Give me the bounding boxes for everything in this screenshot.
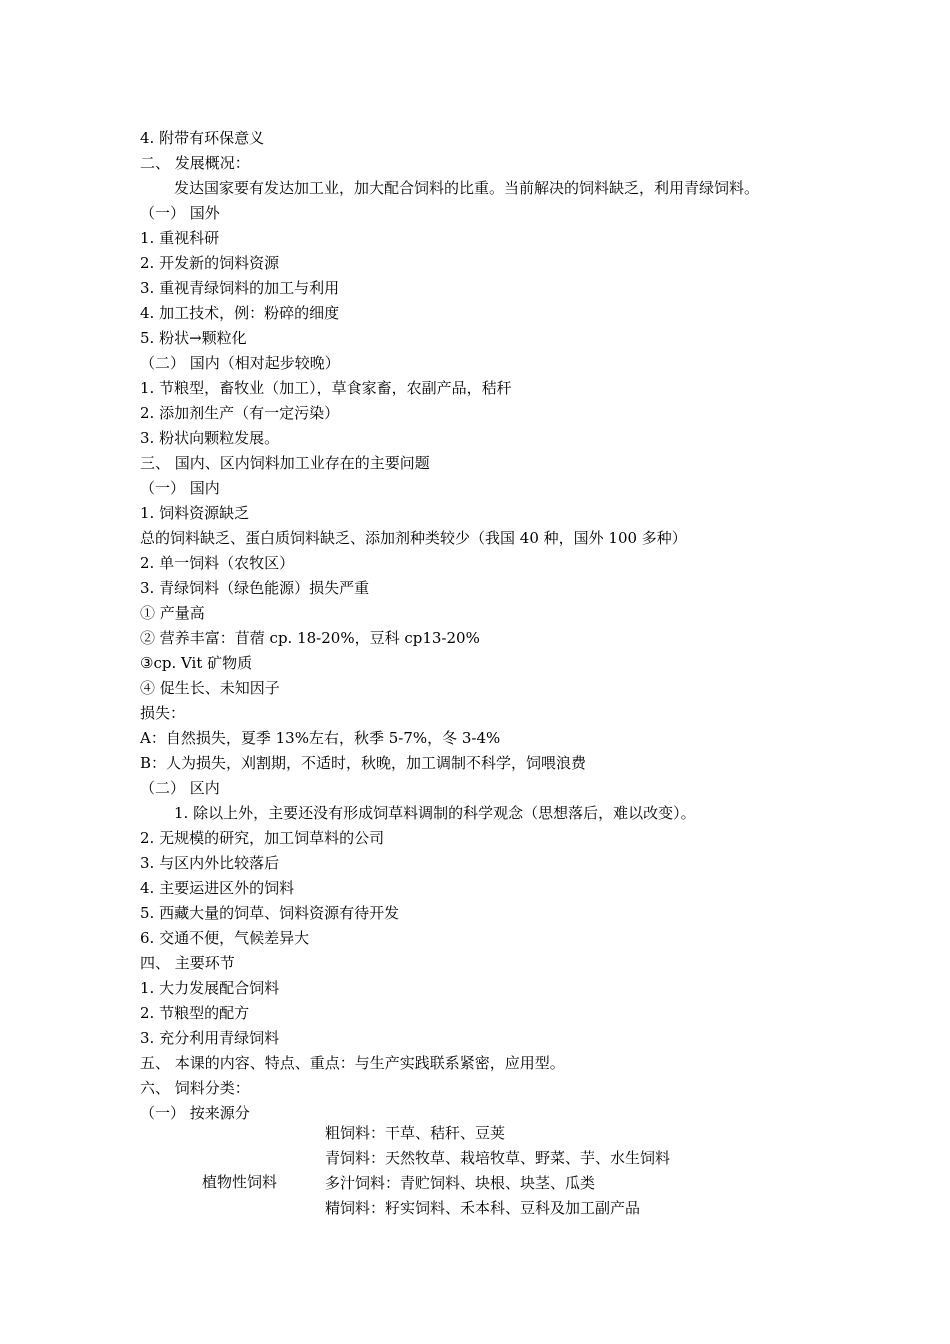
text-line: 4. 附带有环保意义 bbox=[140, 129, 265, 147]
text-line: 4. 主要运进区外的饲料 bbox=[140, 879, 295, 897]
text-line: ③cp. Vit 矿物质 bbox=[140, 654, 253, 672]
text-line: ② 营养丰富：苜蓿 cp. 18-20%，豆科 cp13-20% bbox=[140, 629, 480, 647]
text-line: 5. 粉状→颗粒化 bbox=[140, 329, 247, 347]
feed-classification bbox=[140, 1121, 900, 1221]
subcategory-item: 精饲料：籽实饲料、禾本科、豆科及加工副产品 bbox=[325, 1199, 641, 1217]
text-line: ① 产量高 bbox=[140, 604, 205, 622]
text-line: 2. 无规模的研究，加工饲草料的公司 bbox=[140, 829, 385, 847]
text-line: 损失： bbox=[140, 704, 186, 722]
text-line: 3. 粉状向颗粒发展。 bbox=[140, 429, 280, 447]
text-line: 1. 饲料资源缺乏 bbox=[140, 504, 250, 522]
text-line: 五、 本课的内容、特点、重点：与生产实践联系紧密，应用型。 bbox=[140, 1054, 565, 1072]
category-label: 植物性饲料 bbox=[202, 1173, 278, 1191]
text-line: 2. 单一饲料（农牧区） bbox=[140, 554, 295, 572]
text-line: 3. 重视青绿饲料的加工与利用 bbox=[140, 279, 340, 297]
text-line: 4. 加工技术，例：粉碎的细度 bbox=[140, 304, 340, 322]
text-line: 四、 主要环节 bbox=[140, 954, 235, 972]
text-line: （一） 国内 bbox=[140, 479, 220, 497]
text-line: 1. 除以上外，主要还没有形成饲草料调制的科学观念（思想落后，难以改变）。 bbox=[174, 804, 696, 822]
text-line: 3. 青绿饲料（绿色能源）损失严重 bbox=[140, 579, 370, 597]
text-line: （二） 国内（相对起步较晚） bbox=[140, 354, 340, 372]
text-line: 2. 添加剂生产（有一定污染） bbox=[140, 404, 340, 422]
text-line: 二、 发展概况： bbox=[140, 154, 250, 172]
text-line: 六、 饲料分类： bbox=[140, 1079, 250, 1097]
text-line: 6. 交通不便，气候差异大 bbox=[140, 929, 310, 947]
text-line: 3. 与区内外比较落后 bbox=[140, 854, 280, 872]
subcategory-item: 粗饲料：干草、秸秆、豆荚 bbox=[325, 1124, 506, 1142]
subcategory-list bbox=[325, 1121, 670, 1221]
text-line: 总的饲料缺乏、蛋白质饲料缺乏、添加剂种类较少（我国 40 种，国外 100 多种） bbox=[140, 529, 687, 547]
document-body bbox=[140, 126, 900, 1126]
subcategory-item: 多汁饲料：青贮饲料、块根、块茎、瓜类 bbox=[325, 1174, 596, 1192]
text-line: 1. 重视科研 bbox=[140, 229, 220, 247]
text-line: A：自然损失，夏季 13%左右，秋季 5-7%，冬 3-4% bbox=[140, 729, 501, 747]
text-line: ④ 促生长、未知因子 bbox=[140, 679, 280, 697]
subcategory-item: 青饲料：天然牧草、栽培牧草、野菜、芋、水生饲料 bbox=[325, 1149, 671, 1167]
text-line: 5. 西藏大量的饲草、饲料资源有待开发 bbox=[140, 904, 400, 922]
text-line: 1. 大力发展配合饲料 bbox=[140, 979, 280, 997]
text-line: 1. 节粮型，畜牧业（加工），草食家畜，农副产品，秸秆 bbox=[140, 379, 512, 397]
text-line: 2. 开发新的饲料资源 bbox=[140, 254, 280, 272]
text-line: 2. 节粮型的配方 bbox=[140, 1004, 250, 1022]
text-line: （二） 区内 bbox=[140, 779, 220, 797]
text-line: B：人为损失，刈割期，不适时，秋晚，加工调制不科学，饲喂浪费 bbox=[140, 754, 587, 772]
text-line: （一） 国外 bbox=[140, 204, 220, 222]
text-line: （一） 按来源分 bbox=[140, 1104, 250, 1122]
text-line: 三、 国内、区内饲料加工业存在的主要问题 bbox=[140, 454, 430, 472]
text-line: 发达国家要有发达加工业，加大配合饲料的比重。当前解决的饲料缺乏，利用青绿饲料。 bbox=[174, 179, 760, 197]
text-line: 3. 充分利用青绿饲料 bbox=[140, 1029, 280, 1047]
